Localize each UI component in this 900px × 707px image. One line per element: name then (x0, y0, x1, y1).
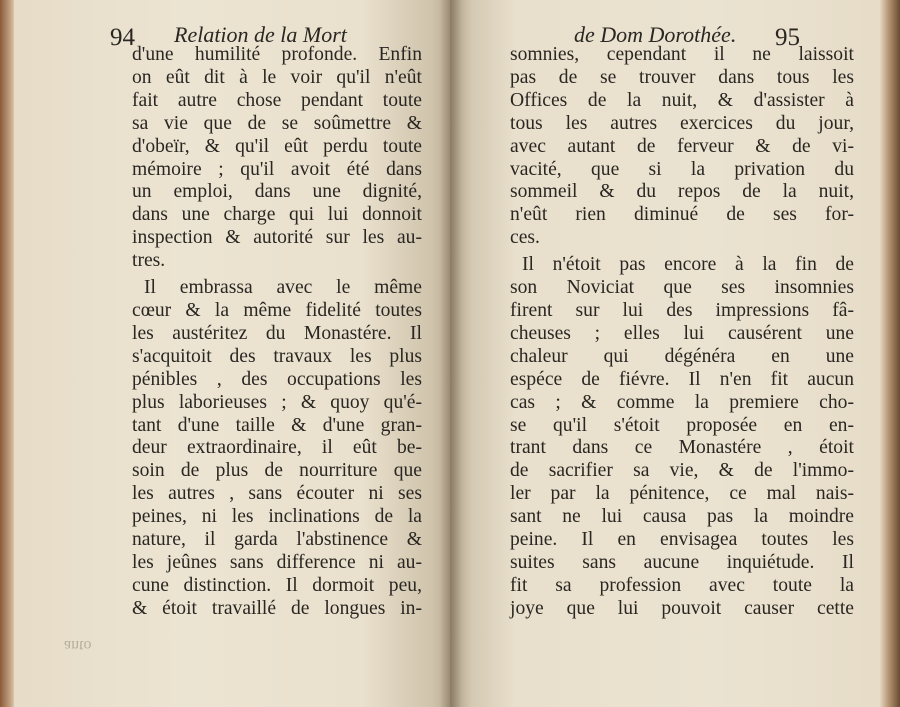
text-line: dans une charge qui lui donnoit (132, 204, 422, 226)
text-line: tres. (132, 250, 166, 272)
text-line: ler par la pénitence, ce mal nais- (510, 483, 854, 505)
text-line: cas ; & comme la premiere cho- (510, 391, 854, 413)
text-line: les autres , sans écouter ni ses (132, 483, 422, 505)
text-line: peine. Il en envisagea toutes les (510, 529, 854, 551)
text-line: somnies, cependant il ne laissoit (510, 44, 854, 65)
text-line: cune distinction. Il dormoit peu, (132, 574, 422, 596)
right-page-body (510, 44, 854, 621)
page-number-left: 94 (110, 24, 135, 51)
text-line: suites sans aucune inquiétude. Il (510, 551, 854, 573)
text-line: avec autant de ferveur & de vi- (510, 135, 854, 157)
show-through-text: anto (64, 637, 92, 654)
text-line: ces. (510, 227, 540, 249)
running-head-left: Relation de la Mort (174, 22, 347, 47)
text-line: Il n'étoit pas encore à la fin de (522, 254, 854, 276)
text-line: soin de plus de nourriture que (132, 460, 422, 482)
text-line: nature, il garda l'abstinence & (132, 529, 422, 551)
text-line: cheuses ; elles lui causérent une (510, 322, 854, 344)
left-page (14, 0, 450, 707)
text-line: d'une humilité profonde. Enfin (132, 44, 422, 65)
running-head-right: de Dom Dorothée. (574, 22, 737, 47)
text-line: sa vie que de se soûmettre & (132, 112, 422, 134)
text-line: les jeûnes sans difference ni au- (132, 551, 422, 573)
left-page-body (132, 44, 422, 621)
text-line: on eût dit à le voir qu'il n'eût (132, 66, 422, 88)
text-line: espéce de fiévre. Il n'en fit aucun (510, 368, 854, 390)
text-line: cœur & la même fidelité toutes (132, 299, 422, 321)
text-line: pénibles , des occupations les (132, 368, 422, 390)
right-page (450, 0, 882, 707)
text-line: son Noviciat que ses insomnies (510, 277, 854, 299)
text-line: Offices de la nuit, & d'assister à (510, 89, 854, 111)
text-line: pas de se trouver dans tous les (510, 66, 854, 88)
text-line: sant ne lui causa pas la moindre (510, 506, 854, 528)
text-line: d'obeïr, & qu'il eût perdu toute (132, 135, 422, 157)
text-line: s'acquitoit des travaux les plus (132, 345, 422, 367)
text-line: & étoit travaillé de longues in- (132, 597, 422, 619)
page-number-right: 95 (775, 24, 800, 51)
text-line: fait autre chose pendant toute (132, 89, 422, 111)
text-line: Il embrassa avec le même (144, 277, 422, 299)
text-line: trant dans ce Monastére , étoit (510, 437, 854, 459)
text-line: se qu'il s'étoit proposée en en- (510, 414, 854, 436)
right-page-edges (880, 0, 900, 707)
text-line: firent sur lui des impressions fâ- (510, 299, 854, 321)
text-line: sommeil & du repos de la nuit, (510, 181, 854, 203)
text-line: mémoire ; qu'il avoit été dans (132, 158, 422, 180)
text-line: joye que lui pouvoit causer cette (510, 597, 854, 619)
text-line: les austéritez du Monastére. Il (132, 322, 422, 344)
text-line: deur extraordinaire, il eût be- (132, 437, 422, 459)
text-line: de sacrifier sa vie, & de l'immo- (510, 460, 854, 482)
text-line: n'eût rien diminué de ses for- (510, 204, 854, 226)
text-line: chaleur qui dégénéra en une (510, 345, 854, 367)
text-line: tous les autres exercices du jour, (510, 112, 854, 134)
text-line: vacité, que si la privation du (510, 158, 854, 180)
text-line: fit sa profession avec toute la (510, 574, 854, 596)
text-line: peines, ni les inclinations de la (132, 506, 422, 528)
text-line: tant d'une taille & d'une gran- (132, 414, 422, 436)
text-line: plus laborieuses ; & quoy qu'é- (132, 391, 422, 413)
text-line: inspection & autorité sur les au- (132, 227, 422, 249)
text-line: un emploi, dans une dignité, (132, 181, 422, 203)
book-gutter (440, 0, 462, 707)
